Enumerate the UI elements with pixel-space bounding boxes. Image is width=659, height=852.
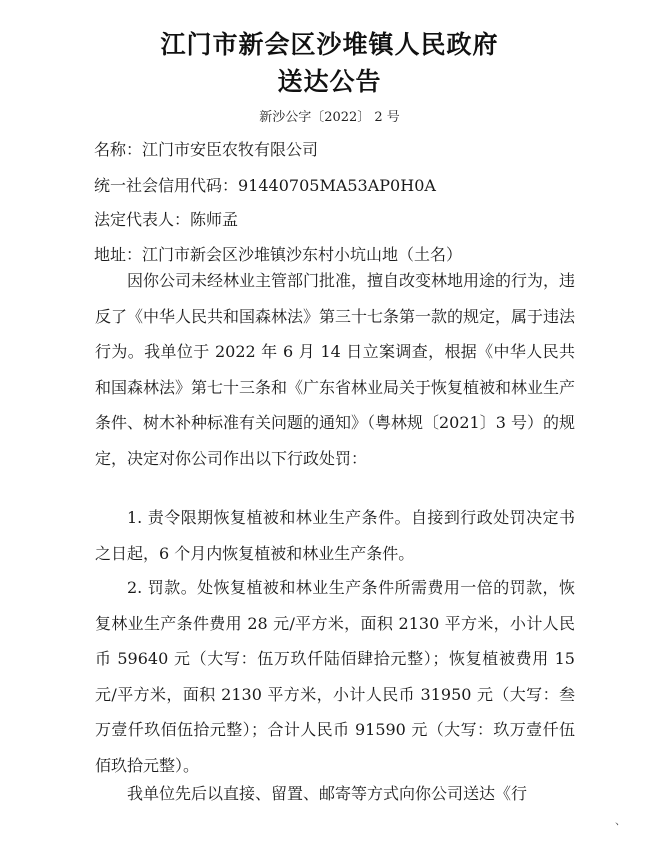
corner-mark: 、 (615, 814, 626, 827)
document-title: 江门市新会区沙堆镇人民政府 (160, 30, 499, 59)
body-paragraph-delivery: 我单位先后以直接、留置、邮寄等方式向你公司送达《行 (127, 784, 528, 803)
company-name-field: 名称：江门市安臣农牧有限公司 (94, 140, 319, 159)
legal-representative-field: 法定代表人：陈师孟 (94, 210, 239, 229)
credit-code-field: 统一社会信用代码：91440705MA53AP0H0A (94, 176, 436, 195)
document-number: 新沙公字〔2022〕 2 号 (259, 110, 400, 125)
body-paragraph-penalty-2: 2. 罚款。处恢复植被和林业生产条件所需费用一倍的罚款，恢复林业生产条件费用 28 元/平方米，面积 2130 平方米，小计人民币 59640 元（大写：伍万玖仟陆佰肆拾元整）；恢复植被费用 15 元/平方米，面积 2130 平方米，小计人民币 31950 元（大写：叁万壹仟玖佰伍拾元整）；合计人民币 91590 元（大写：玖万壹仟伍佰玖拾元整）。 (95, 578, 575, 775)
body-paragraph-penalty-1: 1. 责令限期恢复植被和林业生产条件。自接到行政处罚决定书之日起，6 个月内恢复植被和林业生产条件。 (95, 508, 575, 563)
body-paragraph-violation: 因你公司未经林业主管部门批准，擅自改变林地用途的行为，违反了《中华人民共和国森林法》第三十七条第一款的规定，属于违法行为。我单位于 2022 年 6 月 14 日立案调查，根据《中华人民共和国森林法》第七十三条和《广东省林业局关于恢复植被和林业生产条件、树木补种标准有关问题的通知》（粤林规〔2021〕3 号）的规定，决定对你公司作出以下行政处罚： (95, 271, 576, 468)
address-field: 地址：江门市新会区沙堆镇沙东村小坑山地（土名） (94, 245, 463, 264)
document-subtitle: 送达公告 (277, 67, 382, 96)
